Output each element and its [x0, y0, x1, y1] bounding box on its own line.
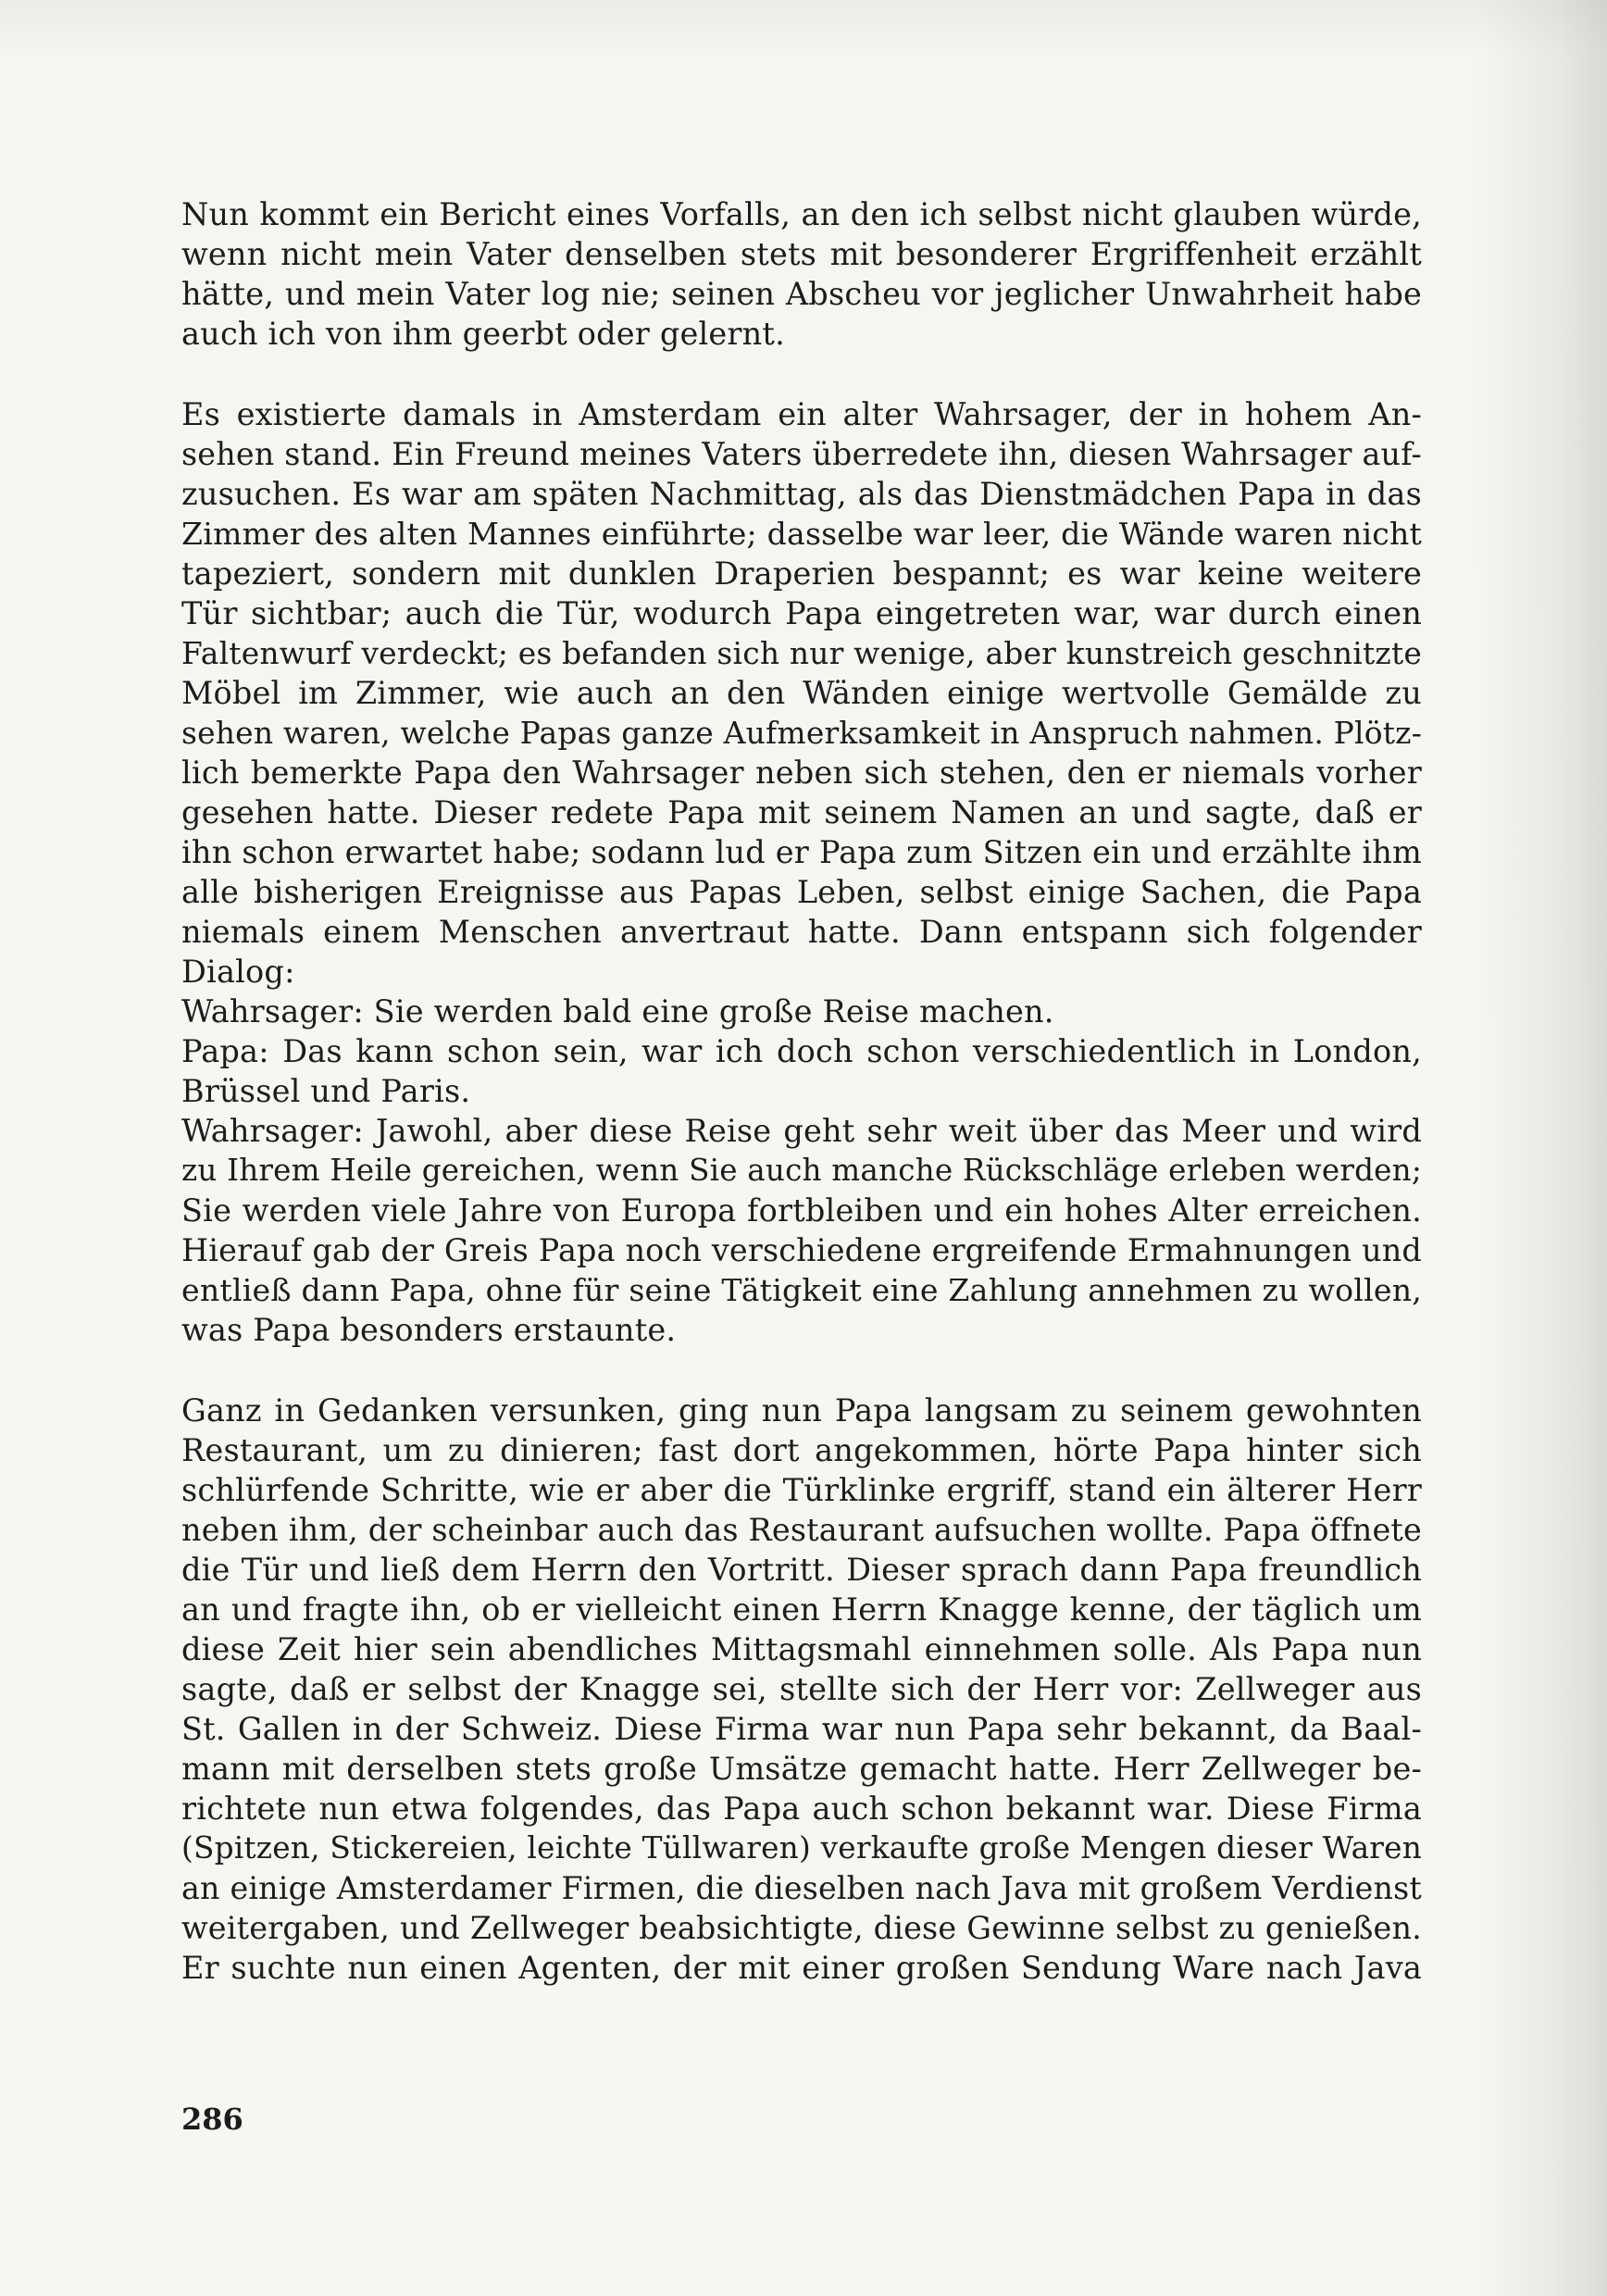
text-line: schlürfende Schritte, wie er aber die Türklinke ergriff, stand ein älterer Herr: [181, 1472, 1422, 1508]
text-line: entließ dann Papa, ohne für seine Tätigkeit eine Zahlung annehmen zu wollen,: [181, 1272, 1422, 1308]
text-line: tapeziert, sondern mit dunklen Draperien bespannt; es war keine weitere: [181, 555, 1422, 592]
text-line: ihn schon erwartet habe; sodann lud er Papa zum Sitzen ein und erzählte ihm: [181, 834, 1422, 870]
paragraph-1: [181, 194, 1422, 354]
text-line: lich bemerkte Papa den Wahrsager neben sich stehen, den er niemals vorher: [181, 755, 1422, 791]
text-line: (Spitzen, Stickereien, leichte Tüllwaren) verkaufte große Mengen dieser Waren: [181, 1830, 1422, 1866]
text-line: Restaurant, um zu dinieren; fast dort angekommen, hörte Papa hinter sich: [181, 1432, 1422, 1468]
text-line: Es existierte damals in Amsterdam ein alter Wahrsager, der in hohem An-: [181, 396, 1422, 432]
text-line: neben ihm, der scheinbar auch das Restaurant aufsuchen wollte. Papa öffnete: [181, 1512, 1422, 1548]
text-line: Faltenwurf verdeckt; es befanden sich nur wenige, aber kunstreich geschnitzte: [181, 635, 1423, 671]
text-line: sehen stand. Ein Freund meines Vaters überredete ihn, diesen Wahrsager auf-: [181, 436, 1422, 472]
text-line: zusuchen. Es war am späten Nachmittag, als das Dienstmädchen Papa in das: [181, 476, 1422, 512]
text-line: sehen waren, welche Papas ganze Aufmerksamkeit in Anspruch nahmen. Plötz-: [181, 715, 1423, 751]
text-line: Wahrsager: Jawohl, aber diese Reise geht sehr weit über das Meer und wird: [181, 1113, 1422, 1149]
text-line: alle bisherigen Ereignisse aus Papas Leben, selbst einige Sachen, die Papa: [181, 874, 1422, 910]
text-line: hätte, und mein Vater log nie; seinen Abscheu vor jeglicher Unwahrheit habe: [181, 276, 1422, 312]
text-line: St. Gallen in der Schweiz. Diese Firma war nun Papa sehr bekannt, da Baal-: [181, 1711, 1422, 1747]
text-line: gesehen hatte. Dieser redete Papa mit seinem Namen an und sagte, daß er: [181, 794, 1422, 830]
text-line: Ganz in Gedanken versunken, ging nun Papa langsam zu seinem gewohnten: [181, 1392, 1422, 1429]
text-line: die Tür und ließ dem Herrn den Vortritt. Dieser sprach dann Papa freundlich: [181, 1552, 1422, 1588]
text-line: mann mit derselben stets große Umsätze gemacht hatte. Herr Zellweger be-: [181, 1751, 1422, 1787]
text-line: Sie werden viele Jahre von Europa fortbleiben und ein hohes Alter erreichen.: [181, 1192, 1422, 1229]
body-text: [181, 194, 1422, 2028]
text-line: niemals einem Menschen anvertraut hatte. Dann entspann sich folgender: [181, 914, 1422, 950]
text-line: Tür sichtbar; auch die Tür, wodurch Papa eingetreten war, war durch einen: [181, 595, 1422, 631]
page-edge-shadow: [1477, 0, 1607, 2296]
text-line: was Papa besonders erstaunte.: [181, 1312, 677, 1348]
page-number: 286: [181, 2102, 243, 2137]
text-line: zu Ihrem Heile gereichen, wenn Sie auch manche Rückschläge erleben werden;: [181, 1153, 1422, 1188]
text-line: Nun kommt ein Bericht eines Vorfalls, an den ich selbst nicht glauben würde,: [181, 196, 1422, 232]
text-line: Dialog:: [181, 954, 295, 990]
text-line: an einige Amsterdamer Firmen, die dieselben nach Java mit großem Verdienst: [181, 1870, 1422, 1906]
text-line: Möbel im Zimmer, wie auch an den Wänden einige wertvolle Gemälde zu: [181, 675, 1422, 711]
text-line: weitergaben, und Zellweger beabsichtigte, diese Gewinne selbst zu genießen.: [181, 1910, 1422, 1946]
text-line: diese Zeit hier sein abendliches Mittagsmahl einnehmen solle. Als Papa nun: [181, 1631, 1422, 1667]
text-line: Wahrsager: Sie werden bald eine große Reise machen.: [181, 993, 1054, 1029]
paragraph-3: [181, 1391, 1422, 1988]
paragraph-2: [181, 394, 1422, 1350]
text-line: Zimmer des alten Mannes einführte; dasselbe war leer, die Wände waren nicht: [181, 516, 1423, 552]
text-line: Hierauf gab der Greis Papa noch verschiedene ergreifende Ermahnungen und: [181, 1232, 1422, 1268]
text-line: Er suchte nun einen Agenten, der mit einer großen Sendung Ware nach Java: [181, 1950, 1422, 1986]
text-line: an und fragte ihn, ob er vielleicht einen Herrn Knagge kenne, der täglich um: [181, 1591, 1422, 1628]
text-line: richtete nun etwa folgendes, das Papa auch schon bekannt war. Diese Firma: [181, 1791, 1422, 1827]
text-line: wenn nicht mein Vater denselben stets mit besonderer Ergriffenheit erzählt: [181, 236, 1422, 272]
text-line: Brüssel und Paris.: [181, 1073, 471, 1109]
text-line: auch ich von ihm geerbt oder gelernt.: [181, 316, 785, 352]
text-line: sagte, daß er selbst der Knagge sei, stellte sich der Herr vor: Zellweger aus: [181, 1671, 1422, 1707]
text-line: Papa: Das kann schon sein, war ich doch schon verschiedentlich in London,: [181, 1033, 1422, 1069]
